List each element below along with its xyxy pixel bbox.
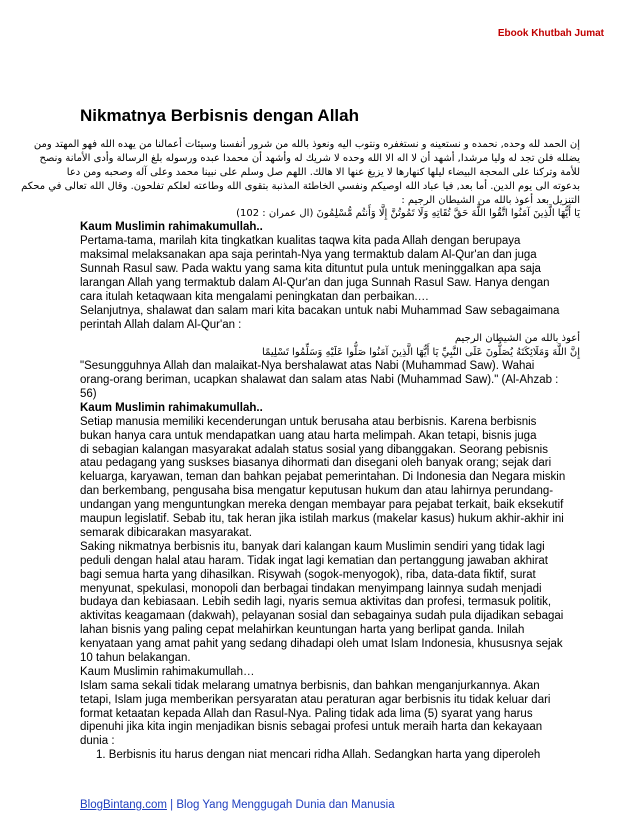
- arabic-text-line: للأمة وتركنا على المحجة البيضاء ليلها كنهارها لا يزيغ عنها الا هالك. اللهم صل وسلم على نبينا محمد وعلى آله وصحبه ومن دعا: [66, 166, 580, 178]
- body-text-line: 56): [80, 388, 97, 401]
- body-text-line: kenyataan yang amat pahit yang sedang dihadapi oleh umat Islam Indonesia, khususnya sejak: [80, 638, 563, 651]
- body-text-line: semarak dibicarakan masyarakat.: [80, 526, 252, 539]
- body-text-line: dunia :: [80, 735, 115, 748]
- body-text-line: dan berkembang, pengusaha bisa mengatur keputusan hukum dan atau lahirnya perundang-: [80, 485, 554, 498]
- body-text-line: tetapi, Islam juga memberikan persyaratan atau peraturan agar berbisnis itu tidak keluar dari: [80, 693, 551, 706]
- body-text-line: Sunnah Rasul saw. Pada waktu yang sama kita dituntut pula untuk meninggalkan apa saja: [80, 263, 541, 276]
- arabic-text-line: يضلله فلن تجد له وليا مرشدا, أشهد أن لا اله الا الله وحده لا شريك له وأشهد أن محمدا عبده ورسوله بلغ الرسالة وأدى الأمانة ونصح: [39, 152, 580, 164]
- body-text-line: 10 tahun belakangan.: [80, 651, 191, 664]
- body-text-line: menyunat, spekulasi, monopoli dan berbagai tindakan menyimpang lainnya sudah menjadi: [80, 582, 542, 595]
- body-text-line: undangan yang menguntungkan mereka dengan membayar para pejabat terkait, baik eksekutif: [80, 499, 564, 512]
- body-text-line: aktivitas keagamaan (dakwah), pelayanan sosial dan sebagainya sudah pula dijadikan sebagai: [80, 610, 564, 623]
- body-text-line: larangan Allah yang termaktub dalam Al-Qur'an dan juga Sunnah Rasul Saw. Hanya dengan: [80, 276, 550, 289]
- body-text-line: peduli dengan halal atau haram. Tidak ingat lagi kematian dan pertanggung jawaban akhirat: [80, 554, 548, 567]
- arabic-text-line: إن الحمد لله وحده, نحمده و نستعينه و نستغفره ونتوب اليه ونعوذ بالله من شرور أنفسنا وسيئات أعمالنا من يهده الله فهو المهتد ومن: [33, 139, 580, 150]
- list-item: 1. Berbisnis itu harus dengan niat mencari ridha Allah. Sedangkan harta yang diperoleh: [96, 749, 541, 762]
- body-text-line: orang-orang beriman, ucapkan shalawat dan salam atas Nabi (Muhammad Saw)." (Al-Ahzab :: [80, 374, 559, 387]
- arabic-text-line: التنزيل بعد أعوذ بالله من الشيطان الرجيم :: [401, 194, 580, 206]
- footer-tagline: Blog Yang Menggugah Dunia dan Manusia: [176, 799, 395, 811]
- footer-separator: |: [170, 799, 174, 811]
- arabic-text-line: يَا أَيُّهَا الَّذِينَ آمَنُوا اتَّقُوا اللَّهَ حَقَّ تُقَاتِهِ وَلَا تَمُوتُنَّ إِلَّا وَأَنتُم مُّسْلِمُونَ (ال عمران : 102): [236, 208, 580, 220]
- body-text-line: di sebagian kalangan masyarakat adalah status sosial yang dibanggakan. Seorang pebisnis: [80, 443, 548, 456]
- arabic-text-line: بدعوته الى يوم الدين. أما بعد, فيا عباد الله اوصيكم ونفسي الخاطئة المذنبة بتقوى الله وطاعته لعلكم تفلحون. وقال الله تعالى في محكم: [21, 180, 580, 192]
- body-text-line: Islam sama sekali tidak melarang umatnya berbisnis, dan bahkan menganjurkannya. Akan: [80, 679, 540, 692]
- body-text-line: maupun legislatif. Sebab itu, tak heran jika istilah markus (makelar kasus) hukum akhir-akhir ini: [80, 513, 564, 526]
- arabic-text-line: إِنَّ اللَّهَ وَمَلَائِكَتَهُ يُصَلُّونَ عَلَى النَّبِيِّ يَا أَيُّهَا الَّذِينَ آمَنُوا صَلُّوا عَلَيْهِ وَسَلِّمُوا تَسْلِيمًا: [262, 347, 580, 359]
- body-text-line: cara itulah ketaqwaan kita mengalami peningkatan dan perbaikan.…: [80, 290, 430, 303]
- document-body: [21, 138, 580, 763]
- section-heading-line: Kaum Muslimin rahimakumullah..: [80, 401, 263, 414]
- page-footer: [80, 799, 395, 811]
- page-title: Nikmatnya Berbisnis dengan Allah: [80, 106, 359, 125]
- body-text-line: Pertama-tama, marilah kita tingkatkan kualitas taqwa kita pada Allah dengan berupaya: [80, 235, 521, 248]
- body-text-line: maksimal melaksanakan apa saja perintah-Nya yang termaktub dalam Al-Qur'an dan juga: [80, 249, 537, 262]
- body-text-line: "Sesungguhnya Allah dan malaikat-Nya bershalawat atas Nabi (Muhammad Saw). Wahai: [80, 360, 535, 373]
- body-text-line: perintah Allah dalam Al-Qur'an :: [80, 318, 242, 331]
- ebook-header: Ebook Khutbah Jumat: [497, 28, 604, 39]
- body-text-line: Kaum Muslimin rahimakumullah…: [80, 665, 255, 678]
- arabic-text-line: أعوذ بالله من الشيطان الرجيم: [454, 333, 580, 345]
- body-text-line: Selanjutnya, shalawat dan salam mari kita bacakan untuk nabi Muhammad Saw sebagaimana: [80, 304, 560, 317]
- body-text-line: atau pedagang yang suskses biasanya dihormati dan disegani oleh banyak orang; sejak dari: [80, 457, 552, 470]
- footer-site-link[interactable]: BlogBintang.com: [80, 799, 167, 811]
- body-text-line: bagi semua harta yang dihasilkan. Risywah (sogok-menyogok), riba, data-data fiktif, surat: [80, 568, 536, 581]
- body-text-line: bukan hanya cara untuk mendapatkan uang atau harta melimpah. Akan tetapi, bisnis juga: [80, 429, 537, 442]
- section-heading-line: Kaum Muslimin rahimakumullah..: [80, 221, 263, 234]
- body-text-line: budaya dan kebiasaan. Lebih sedih lagi, nyaris semua aktivitas dan profesi, termasuk politik,: [80, 596, 552, 609]
- body-text-line: Saking nikmatnya berbisnis itu, banyak dari kalangan kaum Muslimin sendiri yang tidak lagi: [80, 540, 545, 553]
- body-text-line: dipenuhi jika kita ingin menjadikan bisnis sebagai profesi untuk meraih harta dan kekayaan: [80, 721, 543, 734]
- body-text-line: keluarga, karyawan, teman dan bahkan pejabat pemerintahan. Di Indonesia dan Negara miskin: [80, 471, 566, 484]
- body-text-line: Setiap manusia memiliki kecenderungan untuk berusaha atau berbisnis. Karena berbisnis: [80, 415, 537, 428]
- body-text-line: lahan bisnis yang paling cepat melahirkan keuntungan harta yang berlipat ganda. Inilah: [80, 624, 525, 637]
- body-text-line: format ketaatan kepada Allah dan Rasul-Nya. Paling tidak ada lima (5) syarat yang harus: [80, 707, 533, 720]
